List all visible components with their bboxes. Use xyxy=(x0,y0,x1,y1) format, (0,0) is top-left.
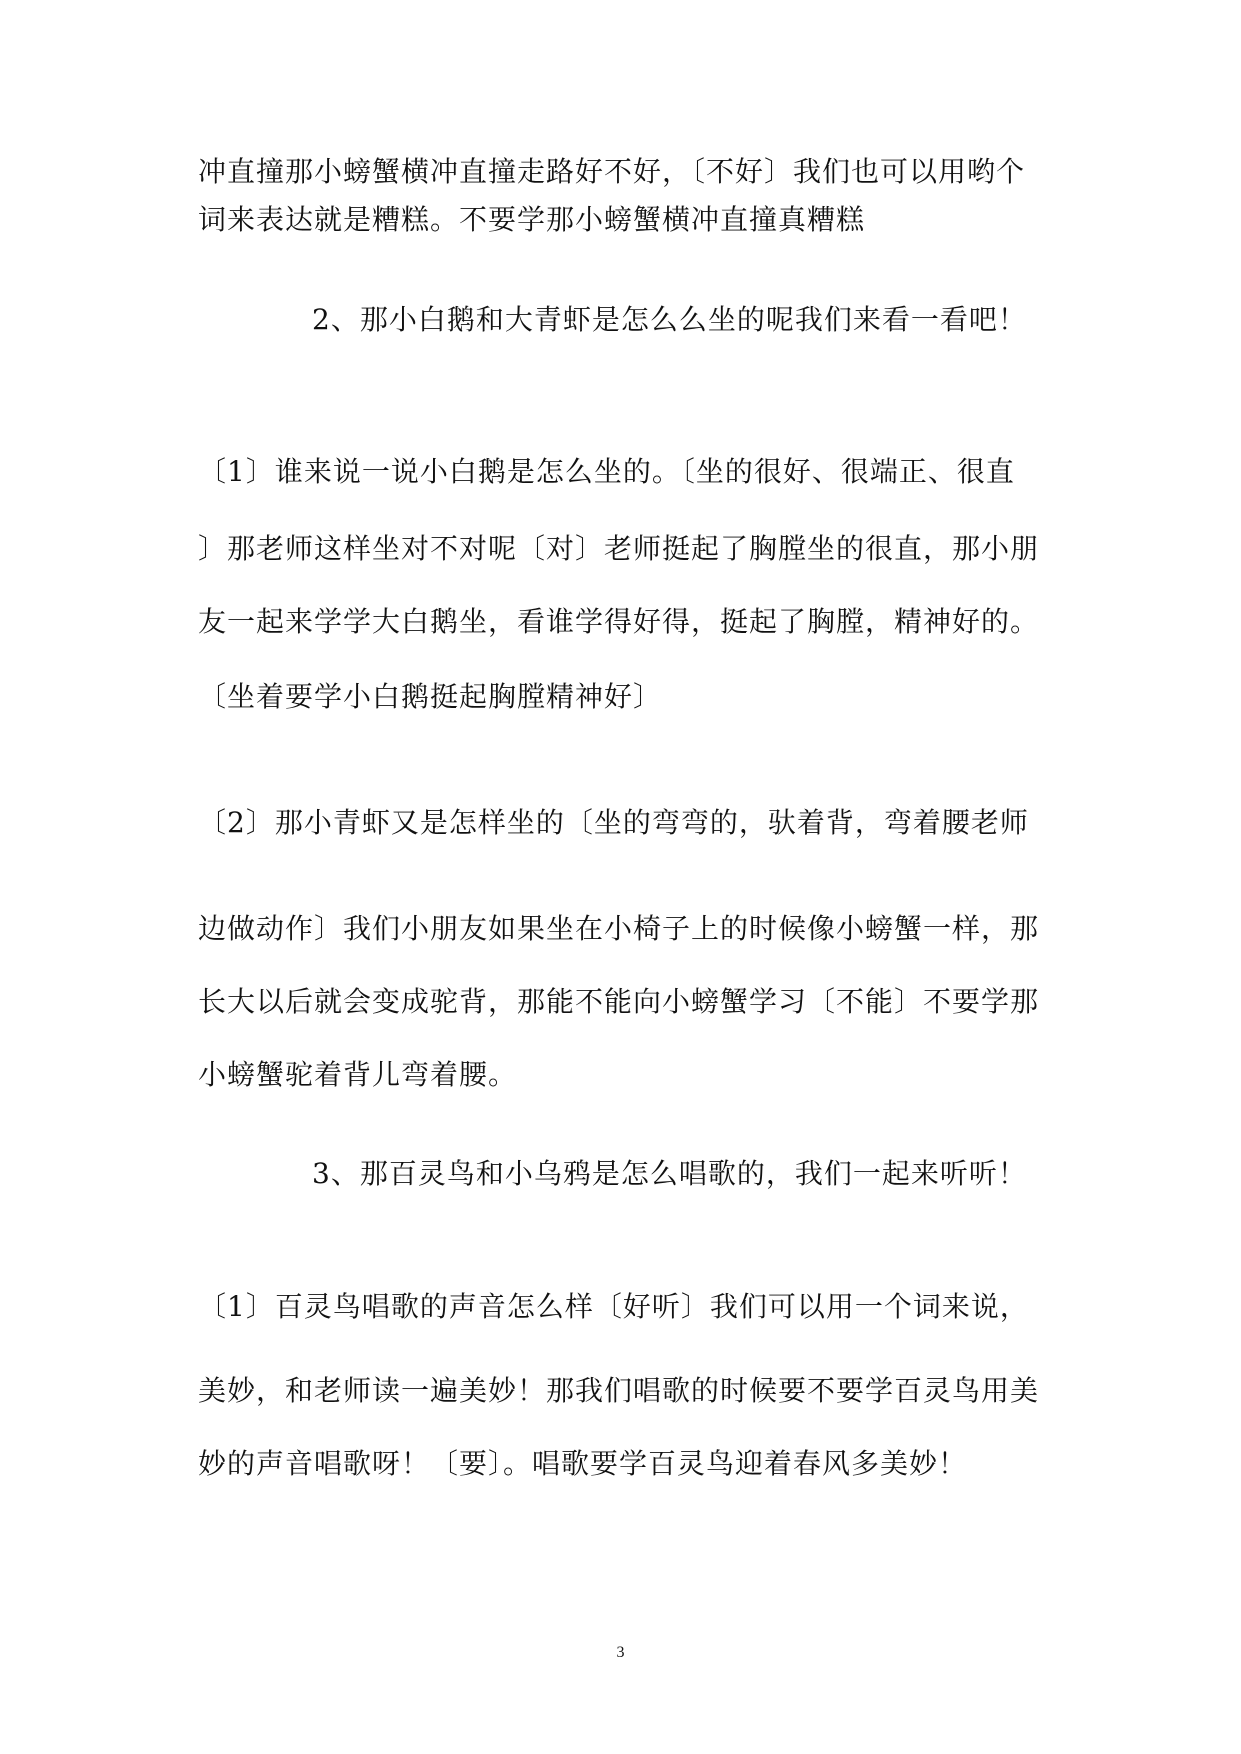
text-line: 〔2〕那小青虾又是怎样坐的〔坐的弯弯的，驮着背，弯着腰老师 xyxy=(198,806,1029,839)
text-line: 友一起来学学大白鹅坐，看谁学得好得，挺起了胸膛，精神好的。 xyxy=(198,605,1040,638)
text-line: 3、那百灵鸟和小乌鸦是怎么唱歌的，我们一起来听听！ xyxy=(312,1157,1027,1190)
text-line: 长大以后就会变成驼背，那能不能向小螃蟹学习〔不能〕不要学那 xyxy=(198,985,1040,1018)
text-line: 〔坐着要学小白鹅挺起胸膛精神好〕 xyxy=(198,680,663,713)
text-line: 边做动作〕我们小朋友如果坐在小椅子上的时候像小螃蟹一样，那 xyxy=(198,912,1040,945)
text-line: 词来表达就是糟糕。不要学那小螃蟹横冲直撞真糟糕 xyxy=(198,203,866,236)
text-line: 小螃蟹驼着背儿弯着腰。 xyxy=(198,1058,518,1091)
text-line: 2、那小白鹅和大青虾是怎么么坐的呢我们来看一看吧！ xyxy=(312,303,1027,336)
text-line: 冲直撞那小螃蟹横冲直撞走路好不好，〔不好〕我们也可以用哟个 xyxy=(198,155,1026,188)
text-line: 美妙，和老师读一遍美妙！那我们唱歌的时候要不要学百灵鸟用美 xyxy=(198,1374,1040,1407)
text-line: 妙的声音唱歌呀！〔要〕。唱歌要学百灵鸟迎着春风多美妙！ xyxy=(198,1447,968,1480)
text-line: 〔1〕百灵鸟唱歌的声音怎么样〔好听〕我们可以用一个词来说， xyxy=(198,1290,1029,1323)
page-number: 3 xyxy=(616,1644,625,1661)
text-line: 〔1〕谁来说一说小白鹅是怎么坐的。〔坐的很好、很端正、很直 xyxy=(198,455,1015,488)
text-line: 〕那老师这样坐对不对呢〔对〕老师挺起了胸膛坐的很直，那小朋 xyxy=(198,532,1040,565)
